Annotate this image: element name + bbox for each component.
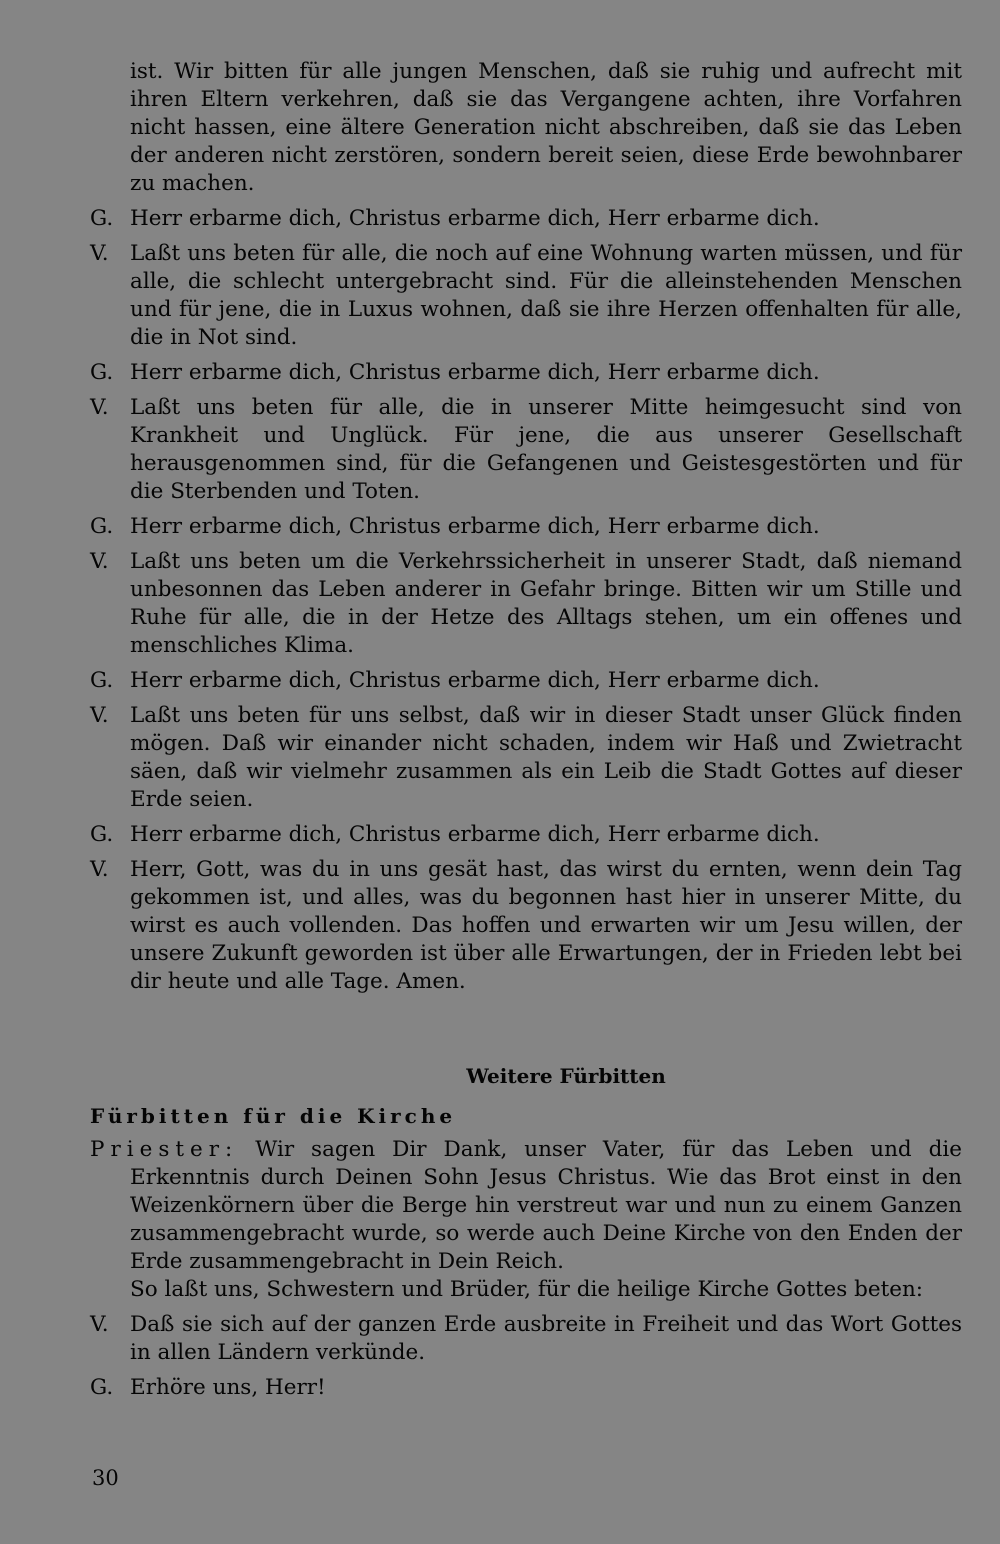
entry-label: V. xyxy=(90,549,109,574)
litany-entry xyxy=(90,702,962,814)
entry-label: V. xyxy=(90,395,109,420)
closing-entry xyxy=(90,1374,962,1402)
entry-label: V. xyxy=(90,857,109,882)
entry-text: Herr erbarme dich, Christus erbarme dich, Herr erbarme dich. xyxy=(130,360,820,385)
litany-entry xyxy=(90,821,962,849)
entry-text: Laßt uns beten um die Verkehrssicherheit in unserer Stadt, daß niemand unbesonnen das Leben anderer in Gefahr bringe. Bitten wir um Stille und Ruhe für alle, die in der Hetze des Alltags stehen, um ein offenes und menschliches Klima. xyxy=(130,549,962,658)
entry-text: Herr erbarme dich, Christus erbarme dich, Herr erbarme dich. xyxy=(130,206,820,231)
subsection-title: Fürbitten für die Kirche xyxy=(90,1104,457,1128)
priest-speaker: Priester: xyxy=(90,1137,239,1162)
closing-entry xyxy=(90,1311,962,1367)
opening-paragraph: ist. Wir bitten für alle jungen Menschen, daß sie ruhig und aufrecht mit ihren Eltern verkehren, daß sie das Vergangene achten, ihre Vorfahren nicht hassen, eine ältere Generation nicht abschreiben, daß sie das Leben der anderen nicht zerstören, sondern bereit seien, diese Erde bewohnbarer zu machen. xyxy=(130,59,962,196)
litany-entry xyxy=(90,205,962,233)
entry-text: Laßt uns beten für alle, die noch auf eine Wohnung warten müssen, und für alle, die schlecht untergebracht sind. Für die alleinstehenden Menschen und für jene, die in Luxus wohnen, daß sie ihre Herzen offenhalten für alle, die in Not sind. xyxy=(130,241,962,350)
entry-label: G. xyxy=(90,822,114,847)
litany-entry xyxy=(90,359,962,387)
litany-entry xyxy=(90,513,962,541)
entry-label: G. xyxy=(90,514,114,539)
entry-text: Herr erbarme dich, Christus erbarme dich, Herr erbarme dich. xyxy=(130,668,820,693)
entry-label: V. xyxy=(90,703,109,728)
entry-label: V. xyxy=(90,1312,109,1337)
entry-text: Erhöre uns, Herr! xyxy=(130,1375,326,1400)
litany-entry xyxy=(90,394,962,506)
priest-text: Wir sagen Dir Dank, unser Vater, für das Leben und die Erkenntnis durch Deinen Sohn Jesus Christus. Wie das Brot einst in den Weizenkörnern über die Berge hin verstreut war und nun zu einem Ganzen zusammengebracht wurde, so werde auch Deine Kirche von den Enden der Erde zusammengebracht in Dein Reich. xyxy=(130,1137,962,1274)
entry-label: V. xyxy=(90,241,109,266)
litany-entry xyxy=(90,240,962,352)
entry-text: Daß sie sich auf der ganzen Erde ausbreite in Freiheit und das Wort Gottes in allen Ländern verkünde. xyxy=(130,1312,962,1365)
section-title: Weitere Fürbitten xyxy=(466,1064,666,1088)
entry-text: Laßt uns beten für alle, die in unserer Mitte heimgesucht sind von Krankheit und Unglück. Für jene, die aus unserer Gesellschaft herausgenommen sind, für die Gefangenen und Geistesgestörten und für die Sterbenden und Toten. xyxy=(130,395,962,504)
entry-text: Herr, Gott, was du in uns gesät hast, das wirst du ernten, wenn dein Tag gekommen ist, und alles, was du begonnen hast hier in unserer Mitte, du wirst es auch vollenden. Das hoffen und erwarten wir um Jesu willen, der unsere Zukunft geworden ist über alle Erwartungen, der in Frieden lebt bei dir heute und alle Tage. Amen. xyxy=(130,857,962,994)
priest-prayer xyxy=(90,1136,962,1276)
entry-label: G. xyxy=(90,206,114,231)
entry-text: Herr erbarme dich, Christus erbarme dich, Herr erbarme dich. xyxy=(130,514,820,539)
entry-text: Laßt uns beten für uns selbst, daß wir in dieser Stadt unser Glück finden mögen. Daß wir einander nicht schaden, indem wir Haß und Zwietracht säen, daß wir vielmehr zusammen als ein Leib die Stadt Gottes auf dieser Erde seien. xyxy=(130,703,962,812)
litany-entry xyxy=(90,548,962,660)
entry-label: G. xyxy=(90,668,114,693)
litany xyxy=(90,205,962,996)
litany-entry xyxy=(90,667,962,695)
litany-entry xyxy=(90,856,962,996)
entry-label: G. xyxy=(90,1375,114,1400)
priest-continuation: So laßt uns, Schwestern und Brüder, für die heilige Kirche Gottes beten: xyxy=(130,1277,924,1302)
entry-label: G. xyxy=(90,360,114,385)
closing-responses xyxy=(90,1311,962,1402)
page-number: 30 xyxy=(92,1466,119,1490)
entry-text: Herr erbarme dich, Christus erbarme dich, Herr erbarme dich. xyxy=(130,822,820,847)
